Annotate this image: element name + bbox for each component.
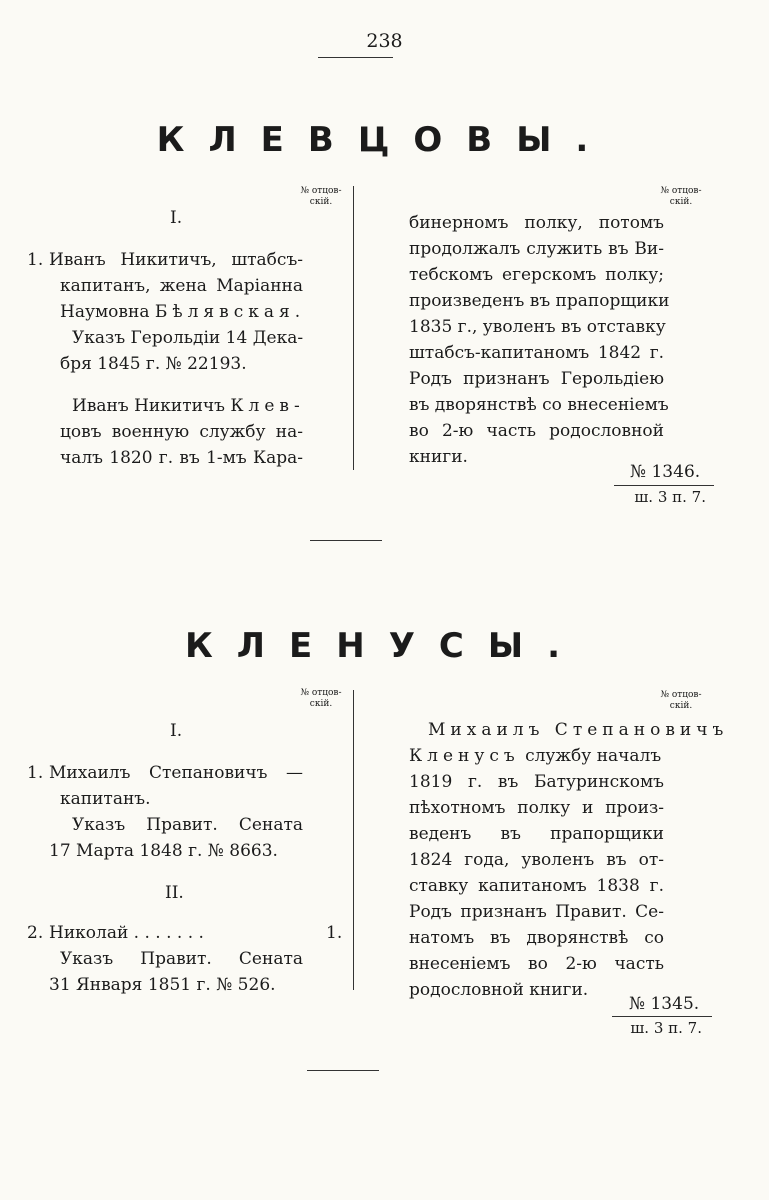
history-line: Иванъ Никитичъ Клев- <box>72 396 305 416</box>
column-header-text: № отцов- скій. <box>300 688 342 709</box>
page-number: 238 <box>366 30 403 52</box>
column-header-text: № отцов- скій. <box>660 186 702 207</box>
generation-label: I. <box>170 721 183 741</box>
text-line: во 2-ю часть родословной <box>409 421 664 441</box>
text-line: внесеніемъ во 2-ю часть <box>409 954 664 974</box>
text-line: веденъ въ прапорщики <box>409 824 664 844</box>
history-line: чалъ 1820 г. въ 1-мъ Кара- <box>60 448 303 468</box>
history-line: цовъ военную службу на- <box>60 422 303 442</box>
column-divider <box>353 690 354 990</box>
entry-number: 1. <box>27 250 44 270</box>
text-line: 1835 г., уволенъ въ отставку <box>409 317 666 337</box>
generation-label: II. <box>165 883 184 903</box>
decree-line: 31 Января 1851 г. № 526. <box>49 975 276 995</box>
text-line: натомъ въ дворянствѣ со <box>409 928 664 948</box>
page-number-underline <box>318 57 393 58</box>
column-header-right <box>656 690 706 712</box>
text-line: Кленусъ службу началъ <box>409 746 662 766</box>
text-line: книги. <box>409 447 468 467</box>
record-number: № 1345. <box>629 994 700 1014</box>
column-header-left <box>296 688 346 710</box>
column-divider <box>353 186 354 470</box>
section-separator <box>307 1070 379 1071</box>
section-separator <box>310 540 382 541</box>
entry-line: капитанъ, жена Маріанна <box>60 276 303 296</box>
entry-number: 2. <box>27 923 44 943</box>
column-header-right <box>656 186 706 208</box>
text-line: продолжалъ служить въ Ви- <box>409 239 664 259</box>
text-line: произведенъ въ прапорщики <box>409 291 670 311</box>
decree-line: Указъ Правит. Сената <box>72 815 303 835</box>
record-ref: ш. 3 п. 7. <box>630 1019 702 1037</box>
decree-line: 17 Марта 1848 г. № 8663. <box>49 841 278 861</box>
generation-label: I. <box>170 208 183 228</box>
text-line: бинерномъ полку, потомъ <box>409 213 664 233</box>
entry-line: Иванъ Никитичъ, штабсъ- <box>49 250 303 270</box>
decree-line: Указъ Герольдіи 14 Дека- <box>72 328 304 348</box>
entry-line: Михаилъ Степановичъ — <box>49 763 303 783</box>
column-header-text: № отцов- скій. <box>300 186 342 207</box>
text-line: въ дворянствѣ со внесеніемъ <box>409 395 669 415</box>
text-line: пѣхотномъ полку и произ- <box>409 798 664 818</box>
record-rule <box>612 1016 712 1017</box>
record-ref: ш. 3 п. 7. <box>634 488 706 506</box>
text-line: родословной книги. <box>409 980 589 1000</box>
text-line: 1819 г. въ Батуринскомъ <box>409 772 664 792</box>
text-line: ставку капитаномъ 1838 г. <box>409 876 664 896</box>
text-line: 1824 года, уволенъ въ от- <box>409 850 664 870</box>
section-title-klevtsovy: КЛЕВЦОВЫ. <box>156 120 613 160</box>
entry-number: 1. <box>27 763 44 783</box>
decree-line: Указъ Правит. Сената <box>60 949 303 969</box>
column-header-text: № отцов- скій. <box>660 690 702 711</box>
text-line: штабсъ-капитаномъ 1842 г. <box>409 343 664 363</box>
section-title-klenusy: КЛЕНУСЫ. <box>184 626 585 666</box>
record-number: № 1346. <box>630 462 701 482</box>
decree-line: бря 1845 г. № 22193. <box>60 354 247 374</box>
father-number: 1. <box>326 923 343 943</box>
entry-line: Наумовна Бѣлявская. <box>60 302 306 322</box>
text-line: Родъ признанъ Герольдіею <box>409 369 664 389</box>
column-header-left <box>296 186 346 208</box>
text-line: тебскомъ егерскомъ полку; <box>409 265 664 285</box>
text-line: Михаилъ Степановичъ <box>428 720 729 740</box>
entry-line: Николай . . . . . . . <box>49 923 204 943</box>
entry-line: капитанъ. <box>60 789 151 809</box>
text-line: Родъ признанъ Правит. Се- <box>409 902 664 922</box>
record-rule <box>614 485 714 486</box>
